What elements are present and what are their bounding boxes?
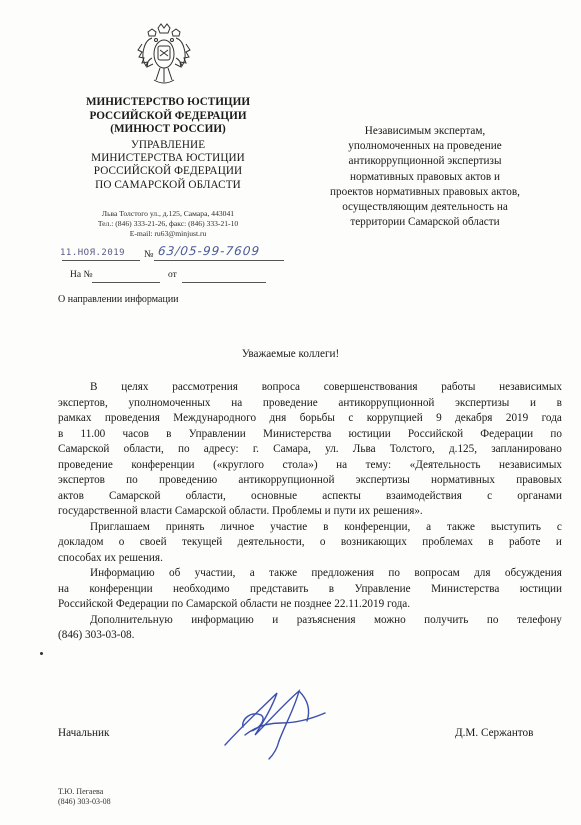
body-word: деятельности, [237, 536, 305, 548]
body-word: на [231, 396, 243, 409]
body-word: коррупцией [366, 412, 423, 424]
body-word: на [58, 582, 69, 595]
body-word: запланировано [491, 443, 562, 455]
letter-subject: О направлении информации [58, 294, 179, 305]
body-word: принять [165, 520, 205, 533]
body-word: Самарской [109, 489, 161, 502]
body-word: также [447, 520, 476, 533]
body-line [58, 489, 562, 505]
ministry-line-1: МИНИСТЕРСТВО ЮСТИЦИИ [85, 96, 251, 108]
margin-dot [40, 652, 43, 655]
body-line [58, 628, 562, 644]
body-word: в [488, 536, 494, 548]
from-underline [182, 282, 266, 283]
registration-number-handwritten: 63/05-99-7609 [157, 244, 261, 258]
body-word: «Деятельность [409, 458, 481, 471]
body-word: по [486, 613, 499, 626]
letter-body [58, 380, 562, 644]
body-word: 2019 [505, 412, 529, 424]
body-word: разъяснения [296, 613, 356, 626]
addressee-line: уполномоченных на проведение [348, 140, 502, 153]
body-line-text: способах их решения. [58, 551, 163, 564]
registration-number-label: № [144, 249, 154, 260]
body-line [58, 551, 562, 567]
body-line [58, 411, 562, 427]
body-word: уполномоченных [128, 396, 211, 409]
body-word: в [58, 427, 64, 440]
body-word: в [556, 396, 562, 409]
body-word: области, [123, 443, 164, 455]
email-line: E-mail: ru63@minjust.ru [129, 229, 207, 238]
body-word: в [323, 520, 329, 533]
body-word: нормативных [431, 474, 495, 486]
body-word: обсуждения [504, 567, 562, 579]
handwritten-signature-icon [215, 683, 345, 763]
body-word: Толстого, [389, 443, 435, 455]
executor-block [58, 787, 111, 807]
body-word: ул. [325, 443, 339, 455]
body-word: тему: [365, 458, 392, 471]
body-line-text: (846) 303-03-08. [58, 629, 135, 641]
body-word: получить [424, 613, 469, 626]
body-word: 9 [436, 412, 442, 424]
addressee-block [298, 124, 552, 230]
body-word: своей [139, 536, 167, 548]
body-word: по [126, 474, 138, 486]
body-line [58, 613, 562, 629]
body-word: Федерации [480, 427, 534, 440]
body-word: и [529, 396, 536, 409]
body-word: дня [269, 412, 287, 424]
body-word: («круглого [213, 458, 264, 471]
body-word: работы [441, 381, 476, 393]
body-word: в [328, 582, 335, 595]
body-word: экспертов, [58, 396, 108, 409]
body-word: и [555, 536, 562, 548]
body-word: вопросам [414, 567, 460, 579]
body-word: Самара, [273, 443, 311, 455]
body-word: с [348, 412, 354, 424]
body-word: адресу: [203, 443, 239, 455]
body-word: независимых [499, 381, 562, 393]
from-label: от [168, 270, 177, 280]
body-word: взаимодействия [386, 489, 462, 502]
body-word: а [249, 567, 255, 579]
body-word: представить [250, 582, 309, 595]
body-word: Министерства [263, 427, 332, 440]
reference-underline [92, 282, 160, 283]
body-word: об [168, 567, 181, 579]
body-line [58, 380, 562, 396]
body-word: необходимо [173, 582, 230, 595]
body-line-text: Российской Федерации по Самарской области не позднее 22.11.2019 года. [58, 598, 411, 610]
ministry-line-3: (МИНЮСТ РОССИИ) [110, 123, 226, 135]
body-word: независимых [499, 458, 562, 471]
body-word: Приглашаем [90, 520, 150, 533]
body-line [58, 396, 562, 412]
body-word: основные [250, 489, 298, 502]
body-line [58, 442, 562, 458]
body-word: рассмотрения [172, 381, 238, 393]
department-line-1: УПРАВЛЕНИЕ [130, 139, 206, 151]
double-headed-eagle-emblem-icon [136, 22, 192, 90]
body-line-text: государственной власти Самарской области. Проблемы и пути их решения». [58, 505, 423, 517]
body-word: Льва [352, 443, 376, 455]
body-word: совершенствования [323, 381, 418, 393]
body-line [58, 473, 562, 489]
body-word: можно [373, 613, 406, 626]
greeting: Уважаемые коллеги! [241, 348, 340, 360]
body-word: экспертизы [455, 396, 510, 409]
body-word: телефону [516, 613, 562, 626]
body-word: декабря [455, 412, 493, 424]
body-word: экспертов [58, 474, 105, 486]
body-word: личное [220, 520, 255, 533]
phone-fax-line: Тел.: (846) 333-21-26, факс: (846) 333-21-10 [97, 219, 239, 228]
body-word: аспекты [322, 489, 361, 502]
body-word: по [388, 567, 401, 579]
department-line-2: МИНИСТЕРСТВА ЮСТИЦИИ [91, 152, 245, 165]
addressee-line: нормативных правовых актов и [350, 170, 500, 183]
body-word: о [118, 536, 125, 548]
address-line: Льва Толстого ул., д.125, Самара, 443041 [101, 209, 235, 218]
body-word: органами [517, 489, 562, 502]
body-word: проведения [104, 412, 160, 424]
body-word: по [550, 427, 562, 440]
body-word: предложения [311, 567, 375, 579]
body-word: проведение [58, 458, 113, 471]
body-word: текущей [182, 536, 223, 548]
body-line [58, 535, 562, 551]
body-word: области, [185, 489, 226, 502]
body-word: часов [122, 427, 149, 440]
body-word: выступить [490, 520, 541, 533]
body-word: Дополнительную [90, 613, 173, 626]
body-word: конференции [131, 458, 195, 471]
body-word: с [556, 520, 562, 533]
body-line [58, 520, 562, 536]
ministry-name [82, 96, 254, 137]
body-word: работе [508, 536, 541, 548]
body-word: целях [121, 381, 149, 393]
signer-name: Д.М. Сержантов [455, 727, 534, 739]
body-word: рамках [58, 412, 92, 424]
body-word: г. [252, 443, 259, 455]
registration-block [58, 244, 288, 288]
ministry-line-2: РОССИЙСКОЙ ФЕДЕРАЦИИ [89, 109, 247, 122]
body-word: Управлении [188, 427, 246, 440]
body-word: юстиции [519, 582, 562, 595]
body-word: антикоррупционной [238, 474, 335, 486]
body-word: Управление [354, 582, 411, 595]
body-word: на [336, 458, 348, 471]
body-word: В [90, 381, 98, 393]
body-line [58, 458, 562, 474]
addressee-line: проектов нормативных правовых актов, [330, 185, 520, 198]
body-word: экспертизы [355, 474, 410, 486]
body-line [58, 597, 562, 613]
addressee-line: осуществляющим деятельность на [342, 201, 508, 214]
department-name [82, 139, 254, 192]
body-line [58, 566, 562, 582]
body-word: проведение [262, 396, 318, 409]
body-word: Международного [173, 412, 257, 424]
body-word: участии, [194, 567, 236, 579]
body-word: 11.00 [80, 427, 106, 440]
body-word: по [177, 443, 190, 455]
signer-position: Начальник [58, 727, 110, 739]
body-word: для [474, 567, 491, 579]
addressee-line: антикоррупционной экспертизы [348, 155, 502, 168]
body-word: с [487, 489, 493, 502]
reference-label: На № [70, 270, 93, 280]
body-word: проблемах [422, 536, 473, 548]
body-word: года [541, 412, 562, 424]
body-word: информацию [191, 613, 254, 626]
date-underline [62, 260, 140, 261]
body-word: правовых [516, 474, 562, 486]
body-line [58, 582, 562, 598]
body-word: докладом [58, 536, 104, 548]
body-word: стола») [282, 458, 318, 471]
body-word: антикоррупционной [338, 396, 435, 409]
body-word: в [166, 427, 172, 440]
body-word: проведению [158, 474, 218, 486]
body-word: а [426, 520, 432, 533]
body-word: конференции [89, 582, 153, 595]
body-line [58, 504, 562, 520]
registration-date-stamp: 11.НОЯ.2019 [60, 248, 126, 258]
department-line-3: РОССИЙСКОЙ ФЕДЕРАЦИИ [93, 165, 243, 178]
addressee-line: Независимым экспертам, [364, 125, 486, 137]
body-word: Российской [407, 427, 464, 440]
number-underline [154, 260, 284, 261]
body-word: о [319, 536, 326, 548]
body-word: и [272, 613, 279, 626]
body-word: вопроса [261, 381, 301, 393]
body-word: борьбы [299, 412, 335, 424]
executor-phone: (846) 303-03-08 [58, 797, 111, 806]
body-line [58, 427, 562, 443]
addressee-line: территории Самарской области [350, 216, 500, 229]
body-word: возникающих [340, 536, 407, 548]
body-word: также [269, 567, 298, 579]
body-word: конференции, [344, 520, 411, 533]
body-word: юстиции [348, 427, 391, 440]
executor-name: Т.Ю. Пегаева [58, 787, 104, 796]
body-word: Министерства [431, 582, 500, 595]
body-word: Информацию [90, 567, 155, 579]
body-word: участие [270, 520, 308, 533]
department-line-4: ПО САМАРСКОЙ ОБЛАСТИ [95, 178, 241, 191]
body-word: д.125, [448, 443, 478, 455]
body-word: актов [58, 489, 84, 502]
body-word: Самарской [58, 443, 110, 455]
contact-block [70, 209, 266, 239]
